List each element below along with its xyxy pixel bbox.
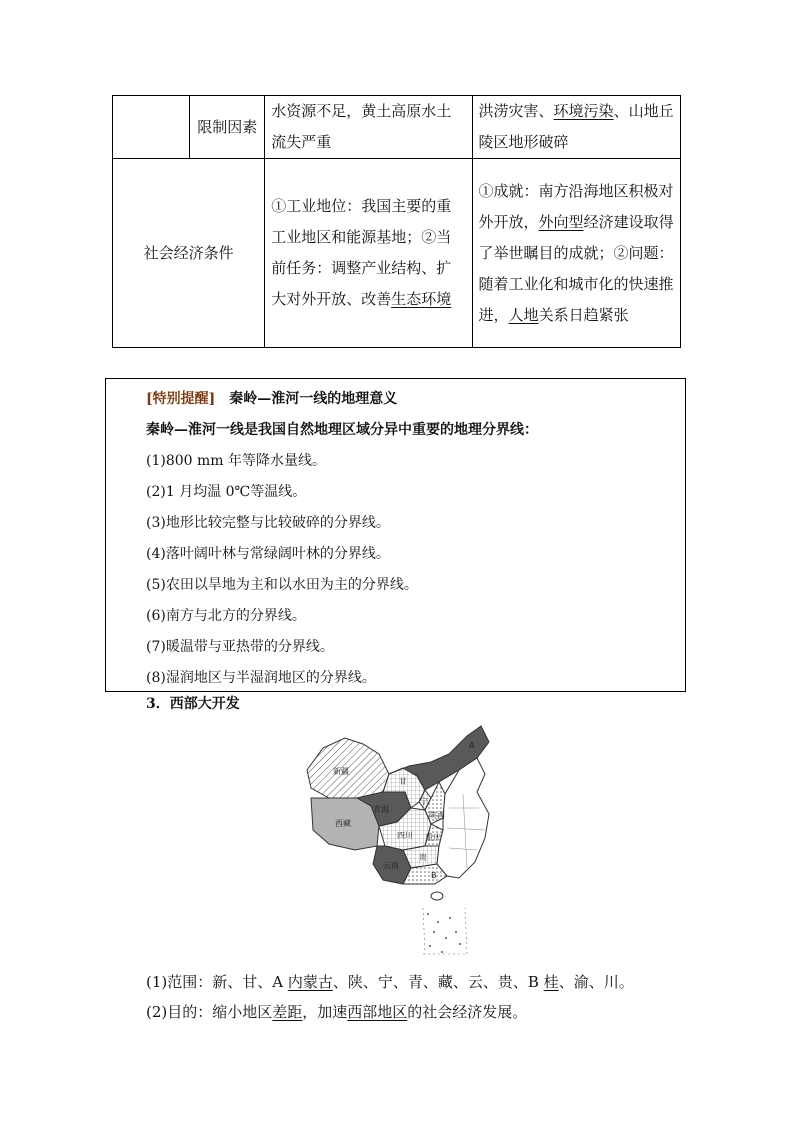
map-label-xinjiang: 新疆 bbox=[333, 767, 349, 776]
underlined-term: 桂 bbox=[543, 973, 559, 991]
south-sea-boundary bbox=[423, 908, 467, 954]
para-text: 、渝、川。 bbox=[558, 973, 634, 991]
note-item: (7)暖温带与亚热带的分界线。 bbox=[146, 639, 334, 655]
comparison-table bbox=[112, 95, 681, 348]
para-text: ，加速 bbox=[302, 1003, 348, 1021]
note-title: 秦岭—淮河一线的地理意义 bbox=[229, 391, 398, 407]
cell-text: 洪涝灾害、 bbox=[478, 102, 554, 120]
map-label-gansu: 甘 bbox=[399, 777, 407, 786]
cell-text: 水资源不足，黄土高原水土流失严重 bbox=[271, 102, 452, 151]
table-cell bbox=[265, 96, 472, 159]
map-label-qinghai: 青海 bbox=[373, 805, 389, 814]
map-label-yunnan: 云南 bbox=[383, 861, 399, 870]
table-cell bbox=[265, 159, 472, 348]
para-text: 、陕、宁、青、藏、云、贵、B bbox=[332, 973, 544, 991]
note-item: (8)湿润地区与半湿润地区的分界线。 bbox=[146, 670, 376, 686]
map-label-ningxia: 宁 bbox=[420, 797, 428, 806]
cell-text: 、山地丘陵区地形破碎 bbox=[478, 102, 674, 151]
note-tag: [特别提醒] bbox=[146, 391, 216, 407]
map-label-xizang: 西藏 bbox=[335, 819, 351, 828]
map-label-shaanxi: 陕西 bbox=[429, 811, 445, 820]
table-row bbox=[113, 159, 681, 348]
cell-text: 经济建设取得了举世瞩目的成就；②问题：随着工业化和城市化的快速推进， bbox=[478, 212, 674, 324]
para-text: (1)范围：新、甘、A bbox=[146, 973, 288, 991]
map-label-a: A bbox=[469, 741, 475, 750]
section-title: 3．西部大开发 bbox=[146, 696, 240, 712]
western-development-map bbox=[299, 718, 505, 958]
table-cell-empty bbox=[113, 96, 190, 159]
underlined-term: 人地 bbox=[508, 305, 539, 324]
map-label-guizhou: 贵 bbox=[419, 853, 427, 862]
cell-text: 关系日趋紧张 bbox=[538, 305, 629, 324]
underlined-term: 环境污染 bbox=[553, 102, 614, 120]
south-sea-islands bbox=[427, 914, 461, 952]
note-item: (6)南方与北方的分界线。 bbox=[146, 608, 306, 624]
underlined-term: 西部地区 bbox=[347, 1003, 408, 1021]
note-header bbox=[146, 384, 685, 415]
underlined-term: 生态环境 bbox=[391, 290, 452, 308]
note-item: (4)落叶阔叶林与常绿阔叶林的分界线。 bbox=[146, 546, 390, 562]
island-hainan bbox=[431, 892, 443, 900]
table-row bbox=[113, 96, 681, 159]
cell-text: ①工业地位：我国主要的重工业地区和能源基地；②当前任务：调整产业结构、扩大对外开放、改善 bbox=[271, 197, 452, 308]
note-item: (1)800 mm 年等降水量线。 bbox=[146, 453, 327, 469]
note-item: (2)1 月均温 0℃等温线。 bbox=[146, 484, 307, 500]
special-reminder-box bbox=[105, 378, 686, 692]
table-cell bbox=[472, 159, 680, 348]
paragraph-scope bbox=[146, 970, 634, 994]
para-text: (2)目的：缩小地区 bbox=[146, 1003, 273, 1021]
underlined-term: 差距 bbox=[272, 1003, 303, 1021]
underlined-term: 内蒙古 bbox=[287, 973, 333, 991]
table-cell-label: 社会经济条件 bbox=[113, 159, 265, 348]
table-cell bbox=[472, 96, 680, 159]
map-label-sichuan: 四川 bbox=[397, 831, 413, 840]
note-intro: 秦岭—淮河一线是我国自然地理区域分异中重要的地理分界线： bbox=[146, 422, 538, 438]
map-label-chongqing: 重庆 bbox=[425, 833, 441, 842]
note-item: (5)农田以旱地为主和以水田为主的分界线。 bbox=[146, 577, 418, 593]
note-item: (3)地形比较完整与比较破碎的分界线。 bbox=[146, 515, 390, 531]
map-label-b: B bbox=[431, 871, 437, 880]
cell-text: ①成就：南方沿海地区积极对外开放， bbox=[478, 181, 674, 231]
underlined-term: 外向型 bbox=[538, 212, 584, 231]
paragraph-purpose bbox=[146, 1000, 527, 1024]
para-text: 的社会经济发展。 bbox=[407, 1003, 528, 1021]
table-cell-label: 限制因素 bbox=[190, 96, 265, 159]
